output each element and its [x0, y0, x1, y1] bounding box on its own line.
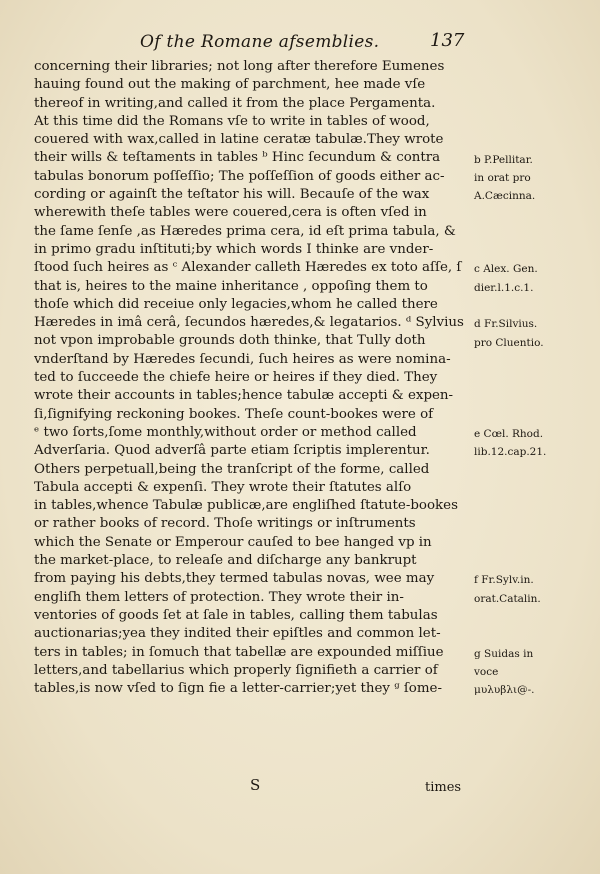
page-header — [0, 26, 600, 56]
margin-note: pro Cluentio. — [474, 336, 544, 349]
signature-mark: S — [250, 776, 261, 794]
text-line: thereof in writing,and called it from the place Pergamenta. — [34, 95, 436, 111]
text-line: their wills & teſtaments in tables ᵇ Hinc ſecundum & contra — [34, 150, 441, 166]
margin-note: d Fr.Silvius. — [474, 318, 538, 331]
text-line: ters in tables; in ſomuch that tabellæ are expounded miſſiue — [34, 644, 444, 660]
text-line: or rather books of record. Thoſe writings or inſtruments — [34, 516, 416, 532]
text-line: in tables,whence Tabulæ publicæ,are engliſhed ſtatute-bookes — [34, 498, 458, 514]
text-line: ted to ſucceede the chiefe heire or heires if they died. They — [34, 370, 438, 386]
catchword: times — [425, 780, 462, 795]
text-line: the ſame ſenſe ,as Hæredes prima cera, id eſt prima tabula, & — [34, 223, 456, 239]
text-line: engliſh them letters of protection. They wrote their in- — [34, 589, 404, 605]
page-footer — [0, 774, 600, 804]
text-line: from paying his debts,they termed tabulas novas, wee may — [34, 571, 435, 587]
margin-note: f Fr.Sylv.in. — [474, 574, 534, 587]
text-line: the market-place, to releaſe and diſcharge any bankrupt — [34, 553, 417, 569]
text-line: concerning their libraries; not long after therefore Eumenes — [34, 59, 445, 74]
text-line: couered with wax,called in latine ceratæ tabulæ.They wrote — [34, 132, 444, 148]
page-number: 137 — [430, 30, 465, 51]
body-text — [34, 58, 470, 698]
text-line: At this time did the Romans vſe to write in tables of wood, — [34, 113, 430, 129]
text-line: cording or againſt the teſtator his will. Becauſe of the wax — [34, 187, 430, 203]
text-line: which the Senate or Emperour cauſed to bee hanged vp in — [34, 534, 432, 550]
text-line: Tabula accepti & expenſi. They wrote their ſtatutes alſo — [34, 479, 412, 495]
text-line: tabulas bonorum poſſeſſio; The poſſeſſion of goods either ac- — [34, 168, 445, 184]
margin-note: b P.Pellitar. — [474, 153, 533, 166]
text-line: in primo gradu inſtituti;by which words I thinke are vnder- — [34, 241, 434, 257]
margin-note: g Suidas in — [474, 647, 534, 660]
text-line: Others perpetuall,being the tranſcript of the forme, called — [34, 461, 430, 477]
text-line: Adverſaria. Quod adverſâ parte etiam ſcriptis implerentur. — [34, 443, 430, 459]
text-line: ventories of goods ſet at ſale in tables, calling them tabulas — [34, 607, 438, 623]
margin-note: orat.Catalin. — [474, 592, 541, 605]
text-line: ſtood ſuch heires as ᶜ Alexander calleth Hæredes ex toto aſſe, ſ — [34, 260, 462, 276]
running-head: Of the Romane afsemblies. — [140, 32, 380, 52]
margin-note: voce — [474, 665, 499, 678]
margin-note: dier.l.1.c.1. — [474, 281, 534, 294]
text-line: hauing found out the making of parchment, hee made vſe — [34, 77, 426, 93]
text-line: Hæredes in imâ cerâ, ſecundos hæredes,& legatarios. ᵈ Sylvius — [34, 315, 464, 331]
text-line: not vpon improbable grounds doth thinke, that Tully doth — [34, 333, 426, 349]
text-line: letters,and tabellarius which properly ſignifieth a carrier of — [34, 662, 438, 678]
margin-note: in orat pro — [474, 171, 531, 184]
margin-note: A.Cæcinna. — [474, 190, 536, 203]
text-line: wherewith theſe tables were couered,cera is often vſed in — [34, 205, 427, 221]
text-line: vnderſtand by Hæredes ſecundi, ſuch heires as were nomina- — [34, 351, 451, 367]
margin-note: e Cœl. Rhod. — [474, 428, 544, 440]
margin-note: c Alex. Gen. — [474, 263, 538, 276]
text-line: that is, heires to the maine inheritance , oppoſing them to — [34, 278, 428, 294]
text-line: ſi,ſignifying reckoning bookes. Theſe count-bookes were of — [34, 406, 434, 422]
text-line: tables,is now vſed to ſign fie a letter-carrier;yet they ᵍ ſome- — [34, 681, 442, 697]
text-line: thoſe which did receiue only legacies,whom he called there — [34, 296, 438, 312]
text-line: wrote their accounts in tables;hence tabulæ accepti & expen- — [34, 388, 454, 404]
text-line: ᵉ two ſorts,ſome monthly,without order or method called — [34, 424, 417, 440]
text-line: auctionarias;yea they indited their epiſtles and common let- — [34, 626, 441, 642]
margin-note: lib.12.cap.21. — [474, 446, 547, 459]
margin-note: μυλυβλι@-. — [474, 684, 535, 697]
